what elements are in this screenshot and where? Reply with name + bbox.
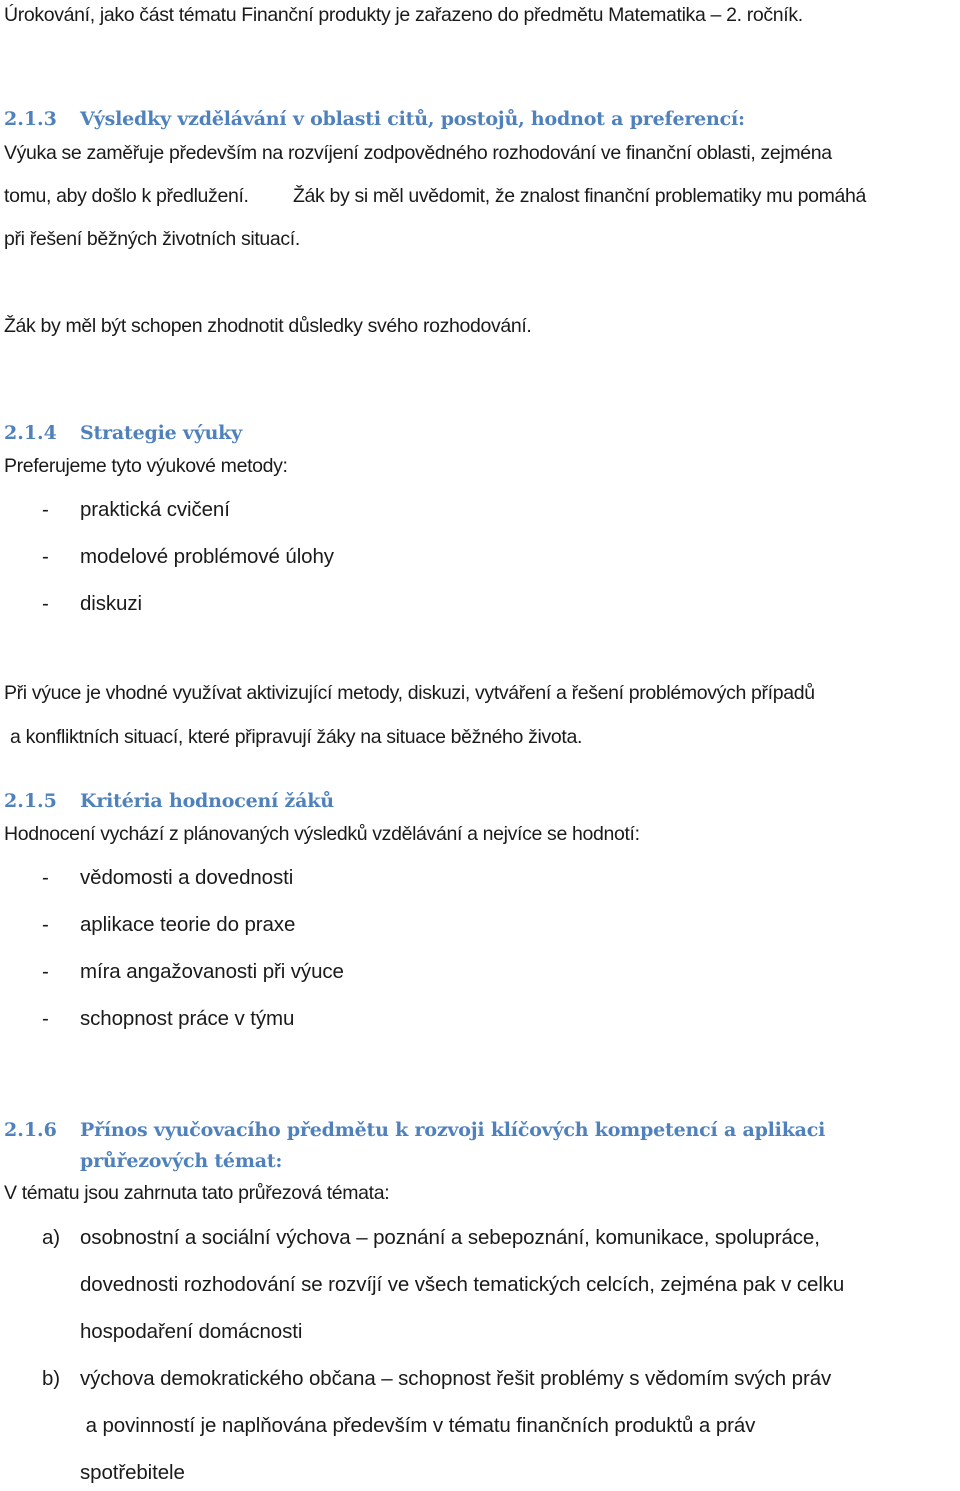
section-heading-2-1-5: Kritéria hodnocení žáků [80, 790, 334, 812]
list-item: vědomosti a dovednosti [80, 866, 294, 889]
section-number-2-1-5: 2.1.5 [4, 790, 57, 812]
paragraph: Preferujeme tyto výukové metody: [4, 455, 288, 477]
list-item-line: hospodaření domácnosti [80, 1320, 303, 1343]
list-dash: - [42, 866, 49, 889]
list-item: modelové problémové úlohy [80, 545, 334, 568]
intro-line: Úrokování, jako část tématu Finanční produkty je zařazeno do předmětu Matematika – 2. ročník. [4, 4, 803, 26]
list-item-line: osobnostní a sociální výchova – poznání a sebepoznání, komunikace, spolupráce, [80, 1226, 820, 1249]
section-number-2-1-6: 2.1.6 [4, 1119, 57, 1141]
list-dash: - [42, 592, 49, 615]
list-item-line: výchova demokratického občana – schopnost řešit problémy s vědomím svých práv [80, 1367, 832, 1390]
paragraph: V tématu jsou zahrnuta tato průřezová témata: [4, 1182, 390, 1204]
paragraph-line: Žák by si měl uvědomit, že znalost finanční problematiky mu pomáhá [293, 185, 867, 207]
list-item: míra angažovanosti při výuce [80, 960, 344, 983]
list-item: schopnost práce v týmu [80, 1007, 295, 1030]
paragraph-line: Při výuce je vhodné využívat aktivizující metody, diskuzi, vytváření a řešení problémových případů [4, 682, 815, 704]
paragraph: Hodnocení vychází z plánovaných výsledků vzdělávání a nejvíce se hodnotí: [4, 823, 640, 845]
list-marker: a) [42, 1226, 61, 1249]
list-item: praktická cvičení [80, 498, 230, 521]
list-item: aplikace teorie do praxe [80, 913, 296, 936]
section-number-2-1-3: 2.1.3 [4, 108, 57, 130]
list-dash: - [42, 1007, 49, 1030]
paragraph-line: a konfliktních situací, které připravují žáky na situace běžného života. [10, 726, 583, 748]
section-heading-2-1-4: Strategie výuky [80, 422, 242, 444]
list-dash: - [42, 498, 49, 521]
section-heading-2-1-6: Přínos vyučovacího předmětu k rozvoji klíčových kompetencí a aplikaci [80, 1119, 826, 1141]
list-item-line: a povinností je naplňována především v tématu finančních produktů a práv [80, 1414, 756, 1437]
list-item: diskuzi [80, 592, 142, 615]
list-item-line: dovednosti rozhodování se rozvíjí ve všech tematických celcích, zejména pak v celku [80, 1273, 845, 1296]
paragraph-line: tomu, aby došlo k předlužení. [4, 185, 249, 207]
section-heading-2-1-6-cont: průřezových témat: [80, 1150, 283, 1172]
list-item-line: spotřebitele [80, 1461, 185, 1484]
paragraph-line: při řešení běžných životních situací. [4, 228, 300, 250]
paragraph-line: Výuka se zaměřuje především na rozvíjení zodpovědného rozhodování ve finanční oblasti, zejména [4, 142, 832, 164]
list-dash: - [42, 545, 49, 568]
list-marker: b) [42, 1367, 61, 1390]
list-dash: - [42, 960, 49, 983]
section-number-2-1-4: 2.1.4 [4, 422, 57, 444]
section-heading-2-1-3: Výsledky vzdělávání v oblasti citů, postojů, hodnot a preferencí: [80, 108, 745, 130]
paragraph: Žák by měl být schopen zhodnotit důsledky svého rozhodování. [4, 315, 532, 337]
list-dash: - [42, 913, 49, 936]
